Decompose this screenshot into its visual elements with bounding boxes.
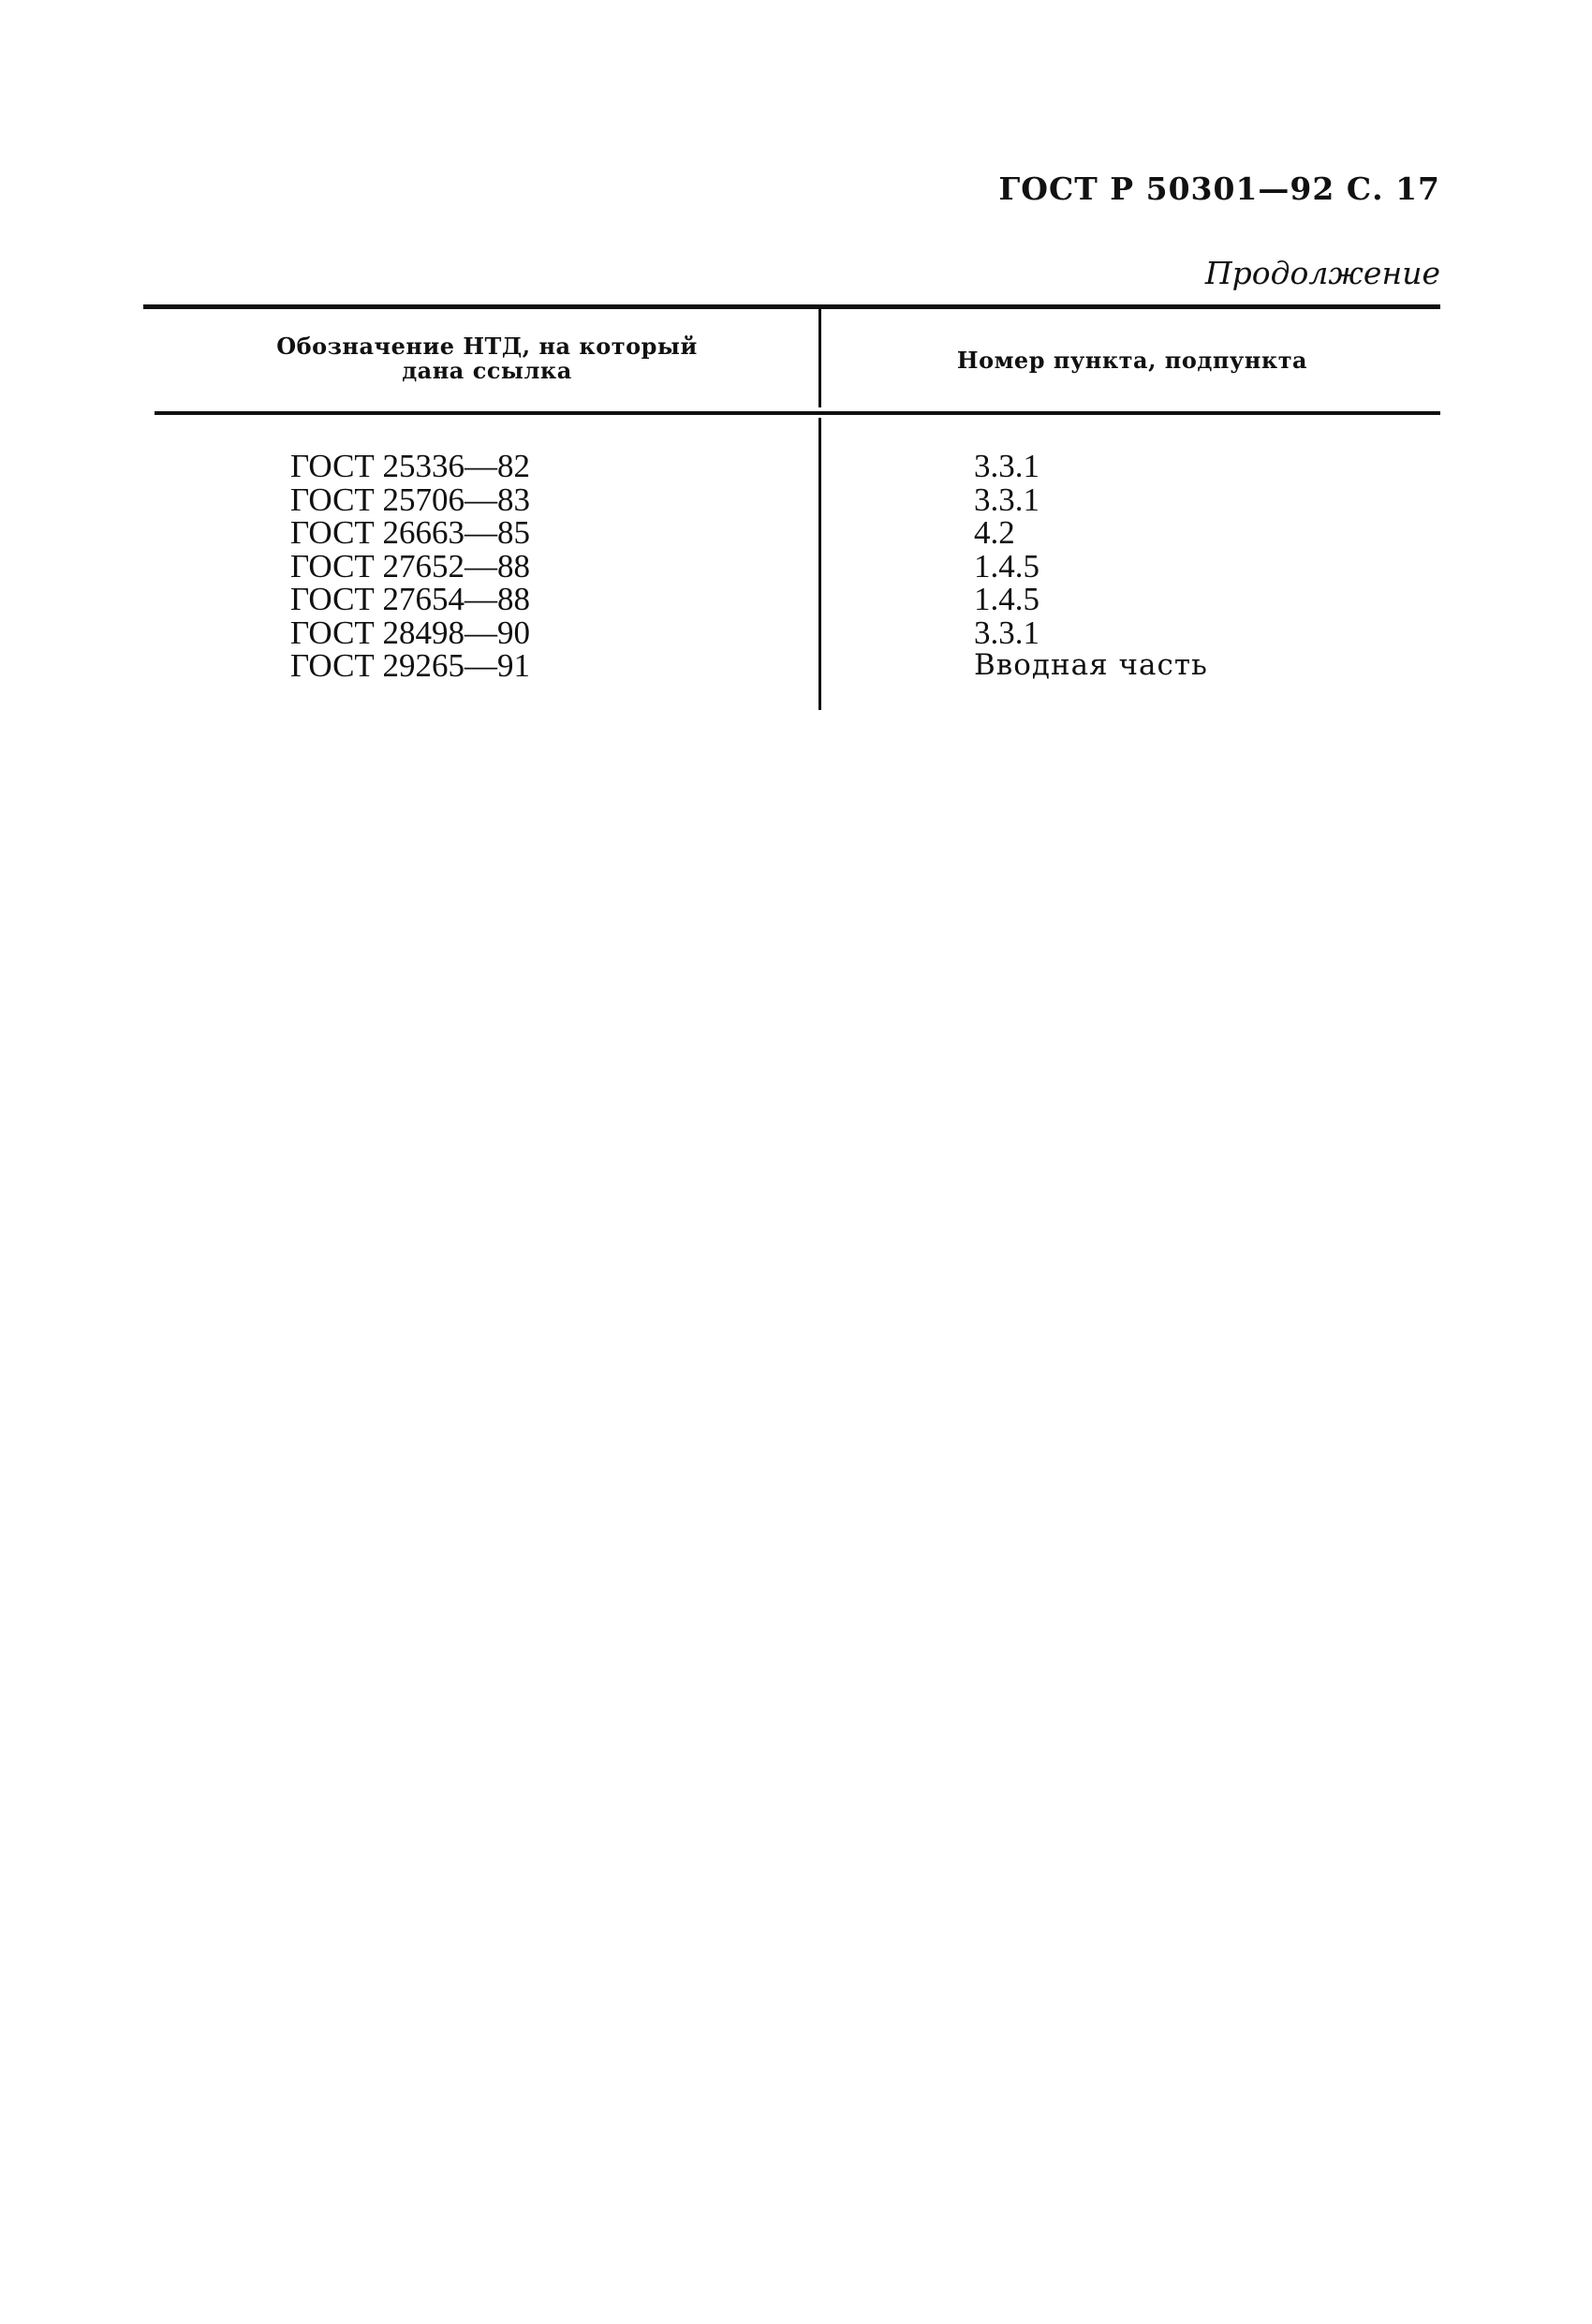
table-top-rule [143, 304, 1440, 309]
table-row-clause: Вводная часть [974, 648, 1208, 682]
table-row-doc: ГОСТ 25336—82 [290, 448, 531, 484]
header-column-divider [818, 309, 821, 407]
table-row-doc: ГОСТ 26663—85 [290, 514, 531, 551]
table-row-doc: ГОСТ 25706—83 [290, 481, 531, 518]
table-row-clause: 4.2 [974, 514, 1015, 551]
page-header: ГОСТ Р 50301—92 С. 17 [998, 170, 1440, 207]
header-clause-number: Номер пункта, подпункта [956, 347, 1308, 374]
header-ntd-designation-line-2: дана ссылка [402, 357, 572, 384]
table-row-doc: ГОСТ 29265—91 [290, 647, 531, 684]
table-row-doc: ГОСТ 27654—88 [290, 581, 531, 617]
table-row-doc: ГОСТ 28498—90 [290, 614, 531, 651]
header-ntd-designation-line-1: Обозначение НТД, на который [276, 333, 698, 360]
table-row-clause: 3.3.1 [974, 448, 1039, 484]
body-column-divider [818, 418, 821, 710]
clause-number-column [974, 450, 1208, 683]
continuation-label: Продолжение [1204, 255, 1440, 291]
table-row-clause: 3.3.1 [974, 614, 1039, 651]
ntd-designation-column [290, 450, 530, 683]
table-header-rule [155, 411, 1440, 415]
header-ntd-designation [187, 334, 787, 383]
table-row-doc: ГОСТ 27652—88 [290, 547, 531, 585]
table-row-clause: 1.4.5 [974, 547, 1039, 585]
table-row-clause: 3.3.1 [974, 481, 1039, 518]
table-row-clause: 1.4.5 [974, 581, 1039, 617]
